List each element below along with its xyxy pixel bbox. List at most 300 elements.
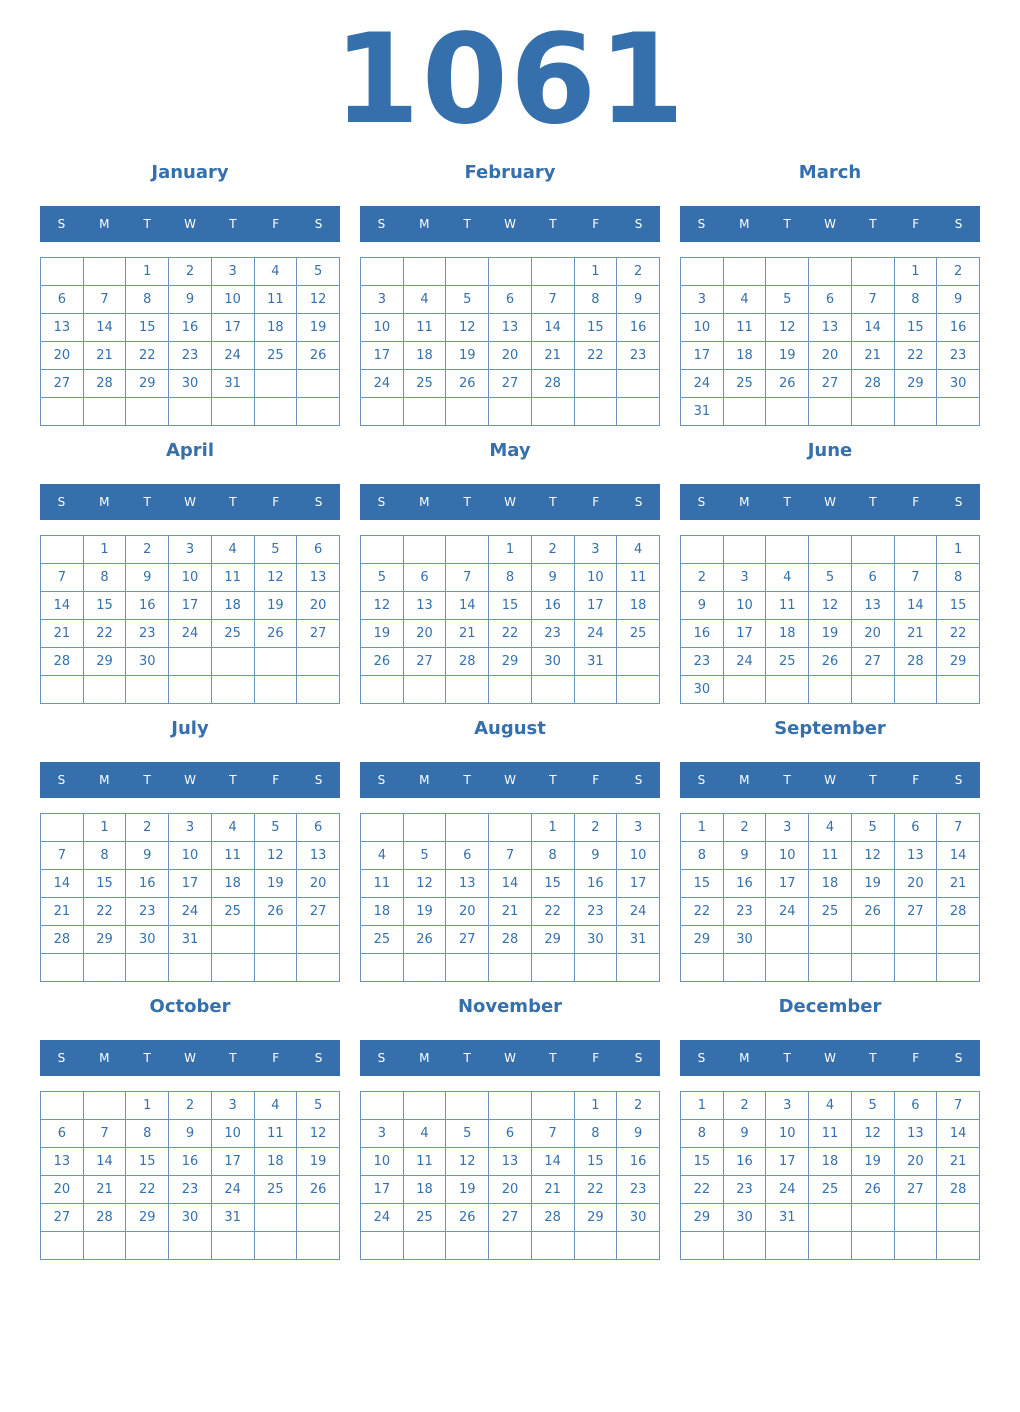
empty-day-cell	[894, 1204, 937, 1232]
day-cell: 20	[41, 1176, 84, 1204]
day-cell: 17	[211, 1148, 254, 1176]
day-cell: 16	[617, 1148, 660, 1176]
day-cell: 7	[83, 1120, 126, 1148]
day-cell: 5	[851, 814, 894, 842]
day-cell: 25	[211, 898, 254, 926]
day-cell: 26	[446, 1204, 489, 1232]
empty-day-cell	[723, 676, 766, 704]
day-cell: 5	[766, 286, 809, 314]
day-cell: 1	[489, 536, 532, 564]
day-cell: 8	[126, 286, 169, 314]
week-row	[361, 926, 660, 954]
day-cell: 25	[723, 370, 766, 398]
day-cell: 10	[361, 314, 404, 342]
day-cell: 5	[446, 286, 489, 314]
weekday-header	[40, 484, 340, 520]
weekday-label: F	[912, 773, 920, 787]
day-cell: 4	[403, 286, 446, 314]
day-cell: 25	[809, 898, 852, 926]
week-row	[681, 648, 980, 676]
empty-day-cell	[681, 536, 724, 564]
day-cell: 11	[723, 314, 766, 342]
day-cell: 9	[723, 1120, 766, 1148]
day-cell: 4	[211, 536, 254, 564]
weekday-label: T	[229, 217, 237, 231]
day-cell: 19	[361, 620, 404, 648]
week-row	[361, 398, 660, 426]
day-cell: 16	[723, 1148, 766, 1176]
weekday-label: T	[783, 1051, 791, 1065]
day-cell: 14	[531, 314, 574, 342]
empty-day-cell	[851, 1204, 894, 1232]
day-cell: 29	[681, 1204, 724, 1232]
empty-day-cell	[809, 398, 852, 426]
week-row	[41, 842, 340, 870]
empty-day-cell	[254, 954, 297, 982]
day-cell: 5	[254, 536, 297, 564]
day-cell: 23	[617, 1176, 660, 1204]
day-cell: 23	[937, 342, 980, 370]
day-cell: 27	[489, 1204, 532, 1232]
weekday-header	[360, 484, 660, 520]
week-row	[361, 370, 660, 398]
week-row	[361, 342, 660, 370]
weekday-label: T	[143, 217, 151, 231]
day-cell: 30	[723, 1204, 766, 1232]
weekday-header	[680, 484, 980, 520]
weekday-label: S	[57, 217, 66, 231]
day-cell: 25	[766, 648, 809, 676]
day-cell: 3	[574, 536, 617, 564]
day-cell: 9	[126, 564, 169, 592]
day-cell: 3	[211, 1092, 254, 1120]
week-row	[41, 1176, 340, 1204]
day-cell: 11	[766, 592, 809, 620]
day-cell: 30	[169, 370, 212, 398]
day-cell: 21	[41, 898, 84, 926]
empty-day-cell	[169, 1232, 212, 1260]
day-cell: 11	[403, 314, 446, 342]
day-cell: 15	[894, 314, 937, 342]
day-cell: 26	[403, 926, 446, 954]
week-row	[41, 286, 340, 314]
day-cell: 24	[574, 620, 617, 648]
empty-day-cell	[403, 536, 446, 564]
day-cell: 21	[851, 342, 894, 370]
empty-day-cell	[851, 954, 894, 982]
week-row	[681, 258, 980, 286]
week-row	[681, 370, 980, 398]
day-cell: 28	[937, 898, 980, 926]
empty-day-cell	[126, 676, 169, 704]
day-cell: 8	[681, 1120, 724, 1148]
weekday-label: T	[549, 217, 557, 231]
weekday-label: F	[592, 217, 600, 231]
day-cell: 2	[126, 814, 169, 842]
empty-day-cell	[361, 536, 404, 564]
day-cell: 9	[169, 1120, 212, 1148]
day-cell: 29	[681, 926, 724, 954]
day-cell: 3	[169, 814, 212, 842]
day-cell: 11	[617, 564, 660, 592]
week-row	[681, 1176, 980, 1204]
day-cell: 15	[681, 870, 724, 898]
day-cell: 23	[574, 898, 617, 926]
weekday-header	[40, 762, 340, 798]
day-cell: 31	[211, 1204, 254, 1232]
day-cell: 13	[894, 842, 937, 870]
empty-day-cell	[41, 814, 84, 842]
empty-day-cell	[937, 926, 980, 954]
day-cell: 27	[403, 648, 446, 676]
week-row	[361, 314, 660, 342]
day-cell: 4	[766, 564, 809, 592]
empty-day-cell	[297, 954, 340, 982]
weekday-label: M	[419, 1051, 430, 1065]
day-cell: 21	[894, 620, 937, 648]
weekday-label: S	[57, 495, 66, 509]
empty-day-cell	[617, 648, 660, 676]
day-cell: 13	[41, 1148, 84, 1176]
empty-day-cell	[723, 398, 766, 426]
day-cell: 13	[297, 842, 340, 870]
day-cell: 13	[41, 314, 84, 342]
day-cell: 8	[126, 1120, 169, 1148]
month-name: June	[807, 440, 853, 461]
day-cell: 25	[254, 342, 297, 370]
day-cell: 7	[531, 286, 574, 314]
day-cell: 16	[169, 1148, 212, 1176]
empty-day-cell	[254, 398, 297, 426]
day-cell: 7	[41, 842, 84, 870]
empty-day-cell	[574, 676, 617, 704]
month-name: April	[165, 440, 215, 461]
week-row	[361, 842, 660, 870]
day-cell: 1	[894, 258, 937, 286]
day-cell: 21	[489, 898, 532, 926]
day-cell: 20	[403, 620, 446, 648]
day-cell: 6	[41, 286, 84, 314]
empty-day-cell	[894, 398, 937, 426]
week-row	[41, 676, 340, 704]
day-cell: 21	[937, 1148, 980, 1176]
day-cell: 11	[809, 842, 852, 870]
day-cell: 15	[489, 592, 532, 620]
day-cell: 17	[361, 342, 404, 370]
day-cell: 11	[809, 1120, 852, 1148]
day-cell: 14	[41, 592, 84, 620]
day-cell: 28	[894, 648, 937, 676]
day-cell: 9	[531, 564, 574, 592]
weekday-label: F	[592, 1051, 600, 1065]
day-cell: 7	[41, 564, 84, 592]
day-cell: 26	[254, 898, 297, 926]
empty-day-cell	[403, 954, 446, 982]
empty-day-cell	[446, 1232, 489, 1260]
day-cell: 16	[574, 870, 617, 898]
day-cell: 22	[937, 620, 980, 648]
weekday-label: S	[634, 773, 643, 787]
weekday-label: T	[783, 773, 791, 787]
weekday-label: W	[824, 495, 836, 509]
day-grid	[40, 1091, 340, 1260]
day-cell: 9	[681, 592, 724, 620]
day-grid	[360, 1091, 660, 1260]
empty-day-cell	[211, 926, 254, 954]
day-grid	[40, 535, 340, 704]
day-cell: 23	[169, 1176, 212, 1204]
weekday-label: F	[592, 773, 600, 787]
day-cell: 5	[361, 564, 404, 592]
day-cell: 30	[126, 648, 169, 676]
day-cell: 10	[211, 1120, 254, 1148]
day-cell: 1	[574, 258, 617, 286]
week-row	[361, 1176, 660, 1204]
day-cell: 24	[211, 1176, 254, 1204]
day-cell: 12	[446, 314, 489, 342]
day-cell: 14	[83, 1148, 126, 1176]
empty-day-cell	[851, 536, 894, 564]
day-cell: 1	[126, 258, 169, 286]
day-cell: 20	[489, 1176, 532, 1204]
day-cell: 18	[809, 870, 852, 898]
day-cell: 1	[937, 536, 980, 564]
day-cell: 27	[41, 370, 84, 398]
day-cell: 16	[169, 314, 212, 342]
day-grid	[680, 1091, 980, 1260]
month-name: May	[489, 440, 531, 461]
empty-day-cell	[531, 1092, 574, 1120]
day-cell: 28	[83, 1204, 126, 1232]
empty-day-cell	[809, 1204, 852, 1232]
week-row	[681, 286, 980, 314]
empty-day-cell	[254, 1232, 297, 1260]
empty-day-cell	[41, 398, 84, 426]
day-cell: 1	[83, 536, 126, 564]
weekday-label: S	[314, 1051, 323, 1065]
day-cell: 22	[681, 898, 724, 926]
day-cell: 8	[894, 286, 937, 314]
empty-day-cell	[361, 814, 404, 842]
weekday-label: F	[912, 495, 920, 509]
day-cell: 15	[574, 314, 617, 342]
week-row	[361, 592, 660, 620]
empty-day-cell	[446, 536, 489, 564]
weekday-label: T	[463, 1051, 471, 1065]
weekday-label: T	[229, 1051, 237, 1065]
empty-day-cell	[83, 954, 126, 982]
week-row	[681, 842, 980, 870]
day-cell: 12	[851, 1120, 894, 1148]
week-row	[361, 286, 660, 314]
day-cell: 15	[574, 1148, 617, 1176]
empty-day-cell	[361, 258, 404, 286]
day-cell: 27	[489, 370, 532, 398]
day-cell: 20	[809, 342, 852, 370]
empty-day-cell	[254, 648, 297, 676]
day-cell: 18	[723, 342, 766, 370]
empty-day-cell	[894, 954, 937, 982]
weekday-label: S	[697, 495, 706, 509]
week-row	[361, 536, 660, 564]
day-cell: 28	[851, 370, 894, 398]
week-row	[41, 564, 340, 592]
day-cell: 29	[894, 370, 937, 398]
day-cell: 11	[254, 1120, 297, 1148]
year-title: 1061	[333, 8, 687, 152]
empty-day-cell	[446, 814, 489, 842]
day-cell: 11	[211, 564, 254, 592]
empty-day-cell	[809, 926, 852, 954]
day-cell: 13	[446, 870, 489, 898]
weekday-label: S	[377, 773, 386, 787]
weekday-label: S	[377, 495, 386, 509]
day-cell: 30	[723, 926, 766, 954]
empty-day-cell	[211, 1232, 254, 1260]
day-cell: 28	[83, 370, 126, 398]
day-cell: 27	[894, 1176, 937, 1204]
day-cell: 5	[809, 564, 852, 592]
weekday-label: W	[184, 495, 196, 509]
week-row	[41, 398, 340, 426]
empty-day-cell	[41, 1092, 84, 1120]
day-cell: 27	[297, 898, 340, 926]
day-grid	[680, 257, 980, 426]
day-cell: 30	[126, 926, 169, 954]
day-cell: 2	[617, 1092, 660, 1120]
day-cell: 25	[403, 1204, 446, 1232]
day-cell: 6	[489, 286, 532, 314]
day-cell: 29	[531, 926, 574, 954]
day-cell: 5	[297, 1092, 340, 1120]
empty-day-cell	[361, 398, 404, 426]
day-cell: 4	[809, 814, 852, 842]
weekday-label: S	[954, 1051, 963, 1065]
day-cell: 30	[681, 676, 724, 704]
day-cell: 30	[574, 926, 617, 954]
day-cell: 14	[489, 870, 532, 898]
day-cell: 4	[361, 842, 404, 870]
day-cell: 20	[894, 870, 937, 898]
day-cell: 24	[361, 370, 404, 398]
day-cell: 21	[446, 620, 489, 648]
week-row	[361, 258, 660, 286]
day-cell: 23	[126, 898, 169, 926]
day-cell: 22	[83, 620, 126, 648]
day-cell: 16	[126, 592, 169, 620]
empty-day-cell	[297, 926, 340, 954]
weekday-label: F	[272, 217, 280, 231]
empty-day-cell	[41, 258, 84, 286]
empty-day-cell	[169, 398, 212, 426]
week-row	[41, 1092, 340, 1120]
day-cell: 3	[169, 536, 212, 564]
empty-day-cell	[83, 1232, 126, 1260]
day-cell: 25	[809, 1176, 852, 1204]
empty-day-cell	[297, 648, 340, 676]
empty-day-cell	[809, 954, 852, 982]
empty-day-cell	[723, 536, 766, 564]
day-cell: 20	[489, 342, 532, 370]
day-cell: 3	[211, 258, 254, 286]
empty-day-cell	[446, 1092, 489, 1120]
empty-day-cell	[297, 1232, 340, 1260]
day-cell: 23	[617, 342, 660, 370]
weekday-label: S	[314, 495, 323, 509]
day-cell: 14	[937, 1120, 980, 1148]
empty-day-cell	[489, 1232, 532, 1260]
day-cell: 24	[361, 1204, 404, 1232]
day-cell: 6	[297, 814, 340, 842]
day-cell: 22	[894, 342, 937, 370]
day-cell: 4	[211, 814, 254, 842]
week-row	[41, 1204, 340, 1232]
day-cell: 12	[403, 870, 446, 898]
day-cell: 10	[766, 1120, 809, 1148]
week-row	[41, 370, 340, 398]
week-row	[41, 1120, 340, 1148]
day-cell: 21	[41, 620, 84, 648]
weekday-label: S	[314, 773, 323, 787]
empty-day-cell	[617, 370, 660, 398]
empty-day-cell	[723, 954, 766, 982]
day-cell: 10	[211, 286, 254, 314]
day-cell: 22	[574, 1176, 617, 1204]
week-row	[361, 564, 660, 592]
day-cell: 21	[531, 342, 574, 370]
day-cell: 5	[254, 814, 297, 842]
empty-day-cell	[894, 1232, 937, 1260]
day-cell: 19	[446, 342, 489, 370]
empty-day-cell	[723, 258, 766, 286]
weekday-label: T	[549, 1051, 557, 1065]
empty-day-cell	[617, 1232, 660, 1260]
week-row	[41, 870, 340, 898]
weekday-label: S	[634, 1051, 643, 1065]
week-row	[41, 258, 340, 286]
day-cell: 18	[809, 1148, 852, 1176]
week-row	[681, 342, 980, 370]
day-cell: 13	[403, 592, 446, 620]
day-cell: 9	[169, 286, 212, 314]
day-cell: 20	[894, 1148, 937, 1176]
day-cell: 20	[851, 620, 894, 648]
week-row	[41, 1148, 340, 1176]
week-row	[361, 620, 660, 648]
day-cell: 22	[489, 620, 532, 648]
week-row	[681, 676, 980, 704]
day-cell: 22	[574, 342, 617, 370]
weekday-label: T	[229, 773, 237, 787]
empty-day-cell	[851, 926, 894, 954]
week-row	[361, 1148, 660, 1176]
weekday-label: T	[869, 495, 877, 509]
weekday-label: T	[463, 495, 471, 509]
empty-day-cell	[766, 676, 809, 704]
empty-day-cell	[766, 536, 809, 564]
day-cell: 25	[254, 1176, 297, 1204]
week-row	[361, 676, 660, 704]
day-cell: 7	[851, 286, 894, 314]
day-cell: 14	[531, 1148, 574, 1176]
weekday-label: T	[549, 773, 557, 787]
day-cell: 25	[361, 926, 404, 954]
weekday-header	[360, 206, 660, 242]
day-cell: 26	[446, 370, 489, 398]
day-cell: 26	[851, 898, 894, 926]
empty-day-cell	[937, 676, 980, 704]
empty-day-cell	[169, 954, 212, 982]
